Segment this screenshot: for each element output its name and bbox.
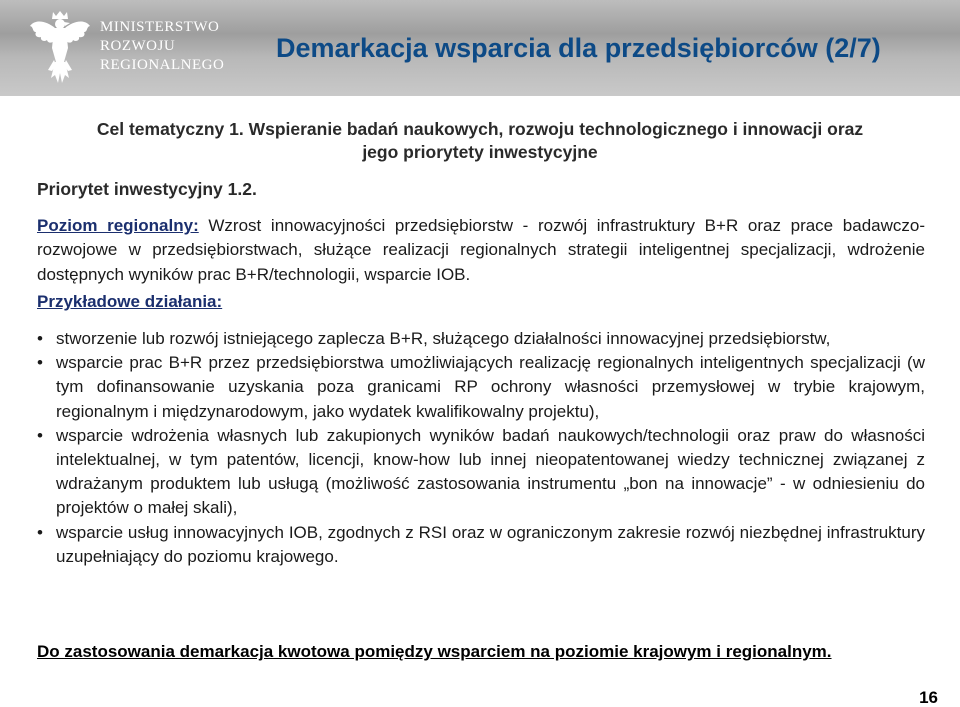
bullet-icon: •: [37, 329, 43, 348]
list-item-text: stworzenie lub rozwój istniejącego zaplecza B+R, służącego działalności innowacyjnej przedsiębiorstw,: [56, 329, 831, 348]
list-item-text: wsparcie prac B+R przez przedsiębiorstwa umożliwiających realizację regionalnych inteligentnych specjalizacji (w tym dofinansowanie uzyskania poza granicami RP ochrony własności przemysłowej w trybie krajowym, regionalnym i międzynarodowym, jako wydatek kwalifikowalny projektu),: [56, 353, 925, 421]
regional-level-label: Poziom regionalny:: [37, 216, 199, 235]
page-number: 16: [919, 688, 938, 707]
list-item-text: wsparcie wdrożenia własnych lub zakupionych wyników badań naukowych/technologii oraz praw do własności intelektualnej, w tym patentów, licencji, know-how lub innej nieopatentowanej wiedzy technicznej związanej z wdrażanym produktem lub usługą (możliwość zastosowania instrumentu „bon na innowacje” - w odniesieniu do projektów o małej skali),: [56, 425, 925, 518]
ministry-line-2: ROZWOJU: [100, 38, 176, 54]
ministry-line-1: MINISTERSTWO: [100, 19, 220, 35]
list-item: [37, 351, 925, 424]
polish-eagle-emblem-icon: [28, 8, 92, 86]
ministry-name: [100, 18, 224, 75]
bullet-icon: •: [37, 425, 43, 445]
bullet-icon: •: [37, 353, 43, 373]
list-item: [37, 424, 925, 521]
bullet-icon: •: [37, 522, 43, 542]
list-item: [37, 327, 925, 351]
example-actions-heading: Przykładowe działania:: [37, 292, 223, 311]
list-item: [37, 521, 925, 569]
example-actions-list: [37, 327, 925, 569]
thematic-objective: [40, 118, 920, 164]
ministry-line-3: REGIONALNEGO: [100, 57, 225, 73]
regional-level-paragraph: [37, 214, 925, 287]
priority-label: Priorytet inwestycyjny 1.2.: [37, 179, 257, 199]
ministry-logo: [28, 8, 228, 88]
slide-title: Demarkacja wsparcia dla przedsiębiorców (2/7): [276, 33, 881, 63]
objective-line-2: jego priorytety inwestycyjne: [362, 142, 598, 162]
slide-header: [0, 0, 960, 96]
demarcation-note: Do zastosowania demarkacja kwotowa pomiędzy wsparciem na poziomie krajowym i regionalnym.: [37, 642, 832, 661]
regional-level-text: Wzrost innowacyjności przedsiębiorstw - rozwój infrastruktury B+R oraz prace badawczo-rozwojowe w przedsiębiorstwach, służące realizacji regionalnych strategii inteligentnej specjalizacji, wdrożenie dostępnych wyników prac B+R/technologii, wsparcie IOB.: [37, 216, 926, 284]
objective-line-1: Cel tematyczny 1. Wspieranie badań naukowych, rozwoju technologicznego i innowacji oraz: [96, 119, 864, 139]
list-item-text: wsparcie usług innowacyjnych IOB, zgodnych z RSI oraz w ograniczonym zakresie rozwój niezbędnej infrastruktury uzupełniający do poziomu krajowego.: [56, 522, 925, 566]
